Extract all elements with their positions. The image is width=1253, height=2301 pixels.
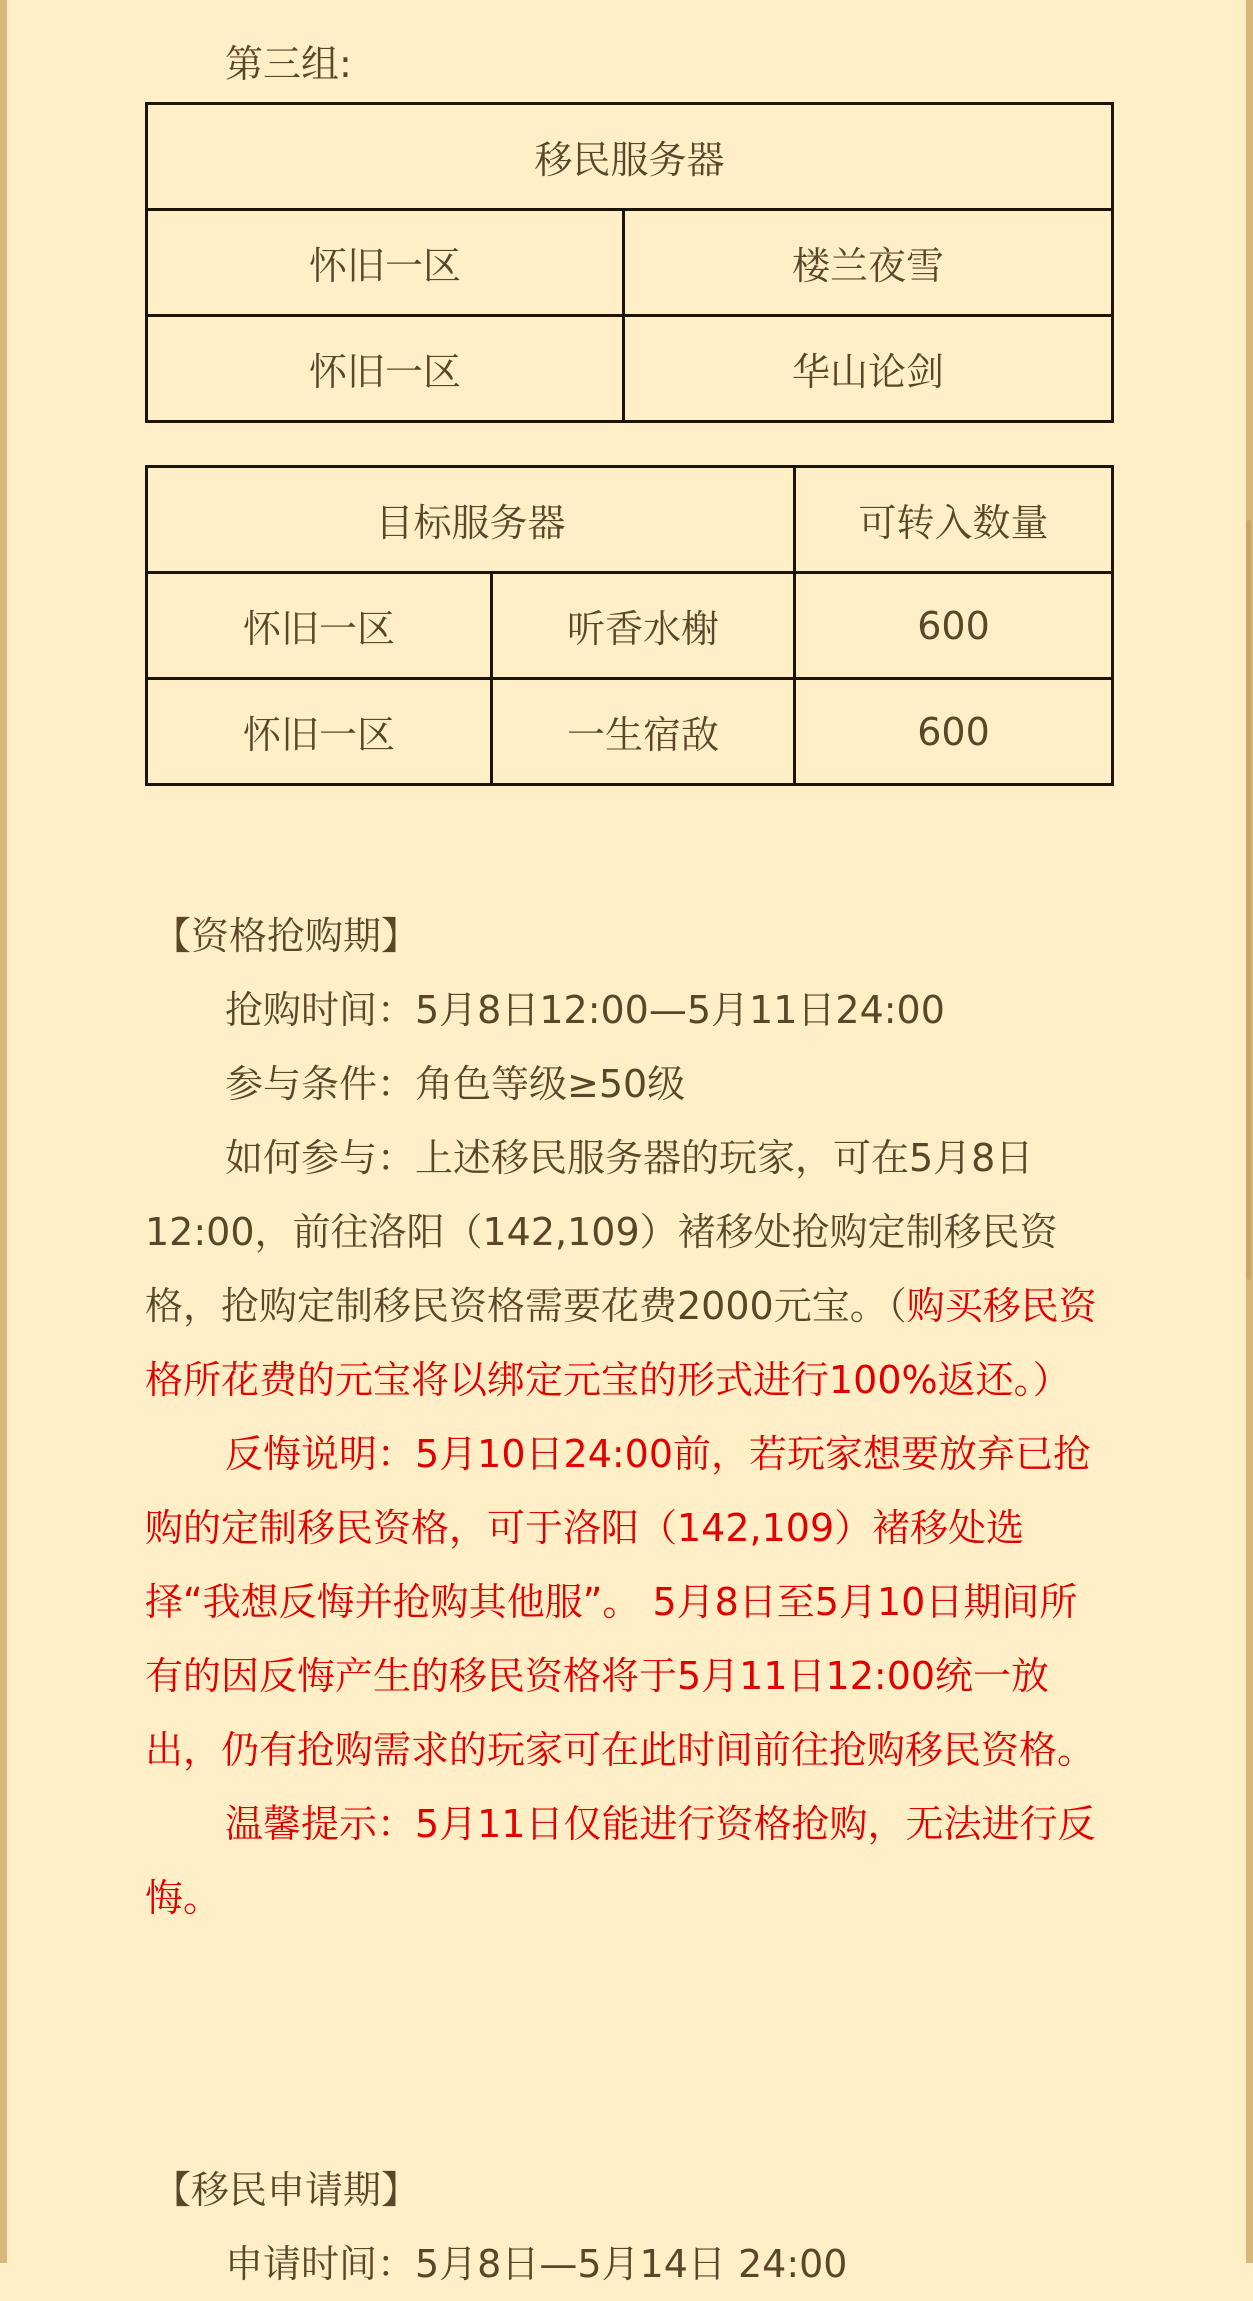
participation-condition: 参与条件：角色等级≥50级 (225, 1062, 686, 1106)
application-time: 申请时间：5月8日—5月14日 24:00 (225, 2242, 848, 2286)
table-cell: 华山论剑 (624, 316, 1113, 422)
application-section (145, 2153, 1110, 2301)
qualification-section (145, 899, 1110, 1935)
how-to-text: 如何参与：上述移民服务器的玩家，可在5月8日12:00，前往洛阳（142,109）褚移处抢购定制移民资格，抢购定制移民资格需要花费2000元宝。（ (145, 1136, 1058, 1328)
table-row (147, 573, 1113, 679)
how-to-participate (145, 1121, 1110, 1417)
target-table-header-server: 目标服务器 (147, 467, 795, 573)
table-cell: 听香水榭 (492, 573, 795, 679)
table-cell: 楼兰夜雪 (624, 210, 1113, 316)
table-row (147, 679, 1113, 785)
regret-note: 反悔说明：5月10日24:00前，若玩家想要放弃已抢购的定制移民资格，可于洛阳（142,109）褚移处选择“我想反悔并抢购其他服”。 5月8日至5月10日期间所有的因反悔产生的移民资格将于5月11日12:00统一放出，仍有抢购需求的玩家可在此时间前往抢购移民资格。 (145, 1432, 1096, 1772)
table-cell: 600 (795, 573, 1113, 679)
table-cell: 怀旧一区 (147, 679, 492, 785)
table-cell: 怀旧一区 (147, 210, 624, 316)
warm-tip: 温馨提示：5月11日仅能进行资格抢购，无法进行反悔。 (145, 1802, 1096, 1920)
table-row (147, 210, 1113, 316)
refund-note: 购买移民资格所花费的元宝将以绑定元宝的形式进行100%返还。） (145, 1284, 1097, 1402)
target-table-header-quota: 可转入数量 (795, 467, 1113, 573)
qualification-heading: 【资格抢购期】 (153, 914, 420, 958)
table-cell: 怀旧一区 (147, 573, 492, 679)
table-cell: 600 (795, 679, 1113, 785)
table-cell: 怀旧一区 (147, 316, 624, 422)
table-cell: 一生宿敌 (492, 679, 795, 785)
application-heading: 【移民申请期】 (153, 2168, 420, 2212)
scrollbar[interactable] (1246, 520, 1251, 1280)
purchase-time: 抢购时间：5月8日12:00—5月11日24:00 (225, 988, 945, 1032)
table-row (147, 316, 1113, 422)
group-title: 第三组: (225, 42, 352, 86)
migrate-table-header: 移民服务器 (147, 104, 1113, 210)
migrate-server-table (145, 102, 1114, 423)
page-left-border (0, 0, 7, 2263)
target-server-table (145, 465, 1114, 786)
